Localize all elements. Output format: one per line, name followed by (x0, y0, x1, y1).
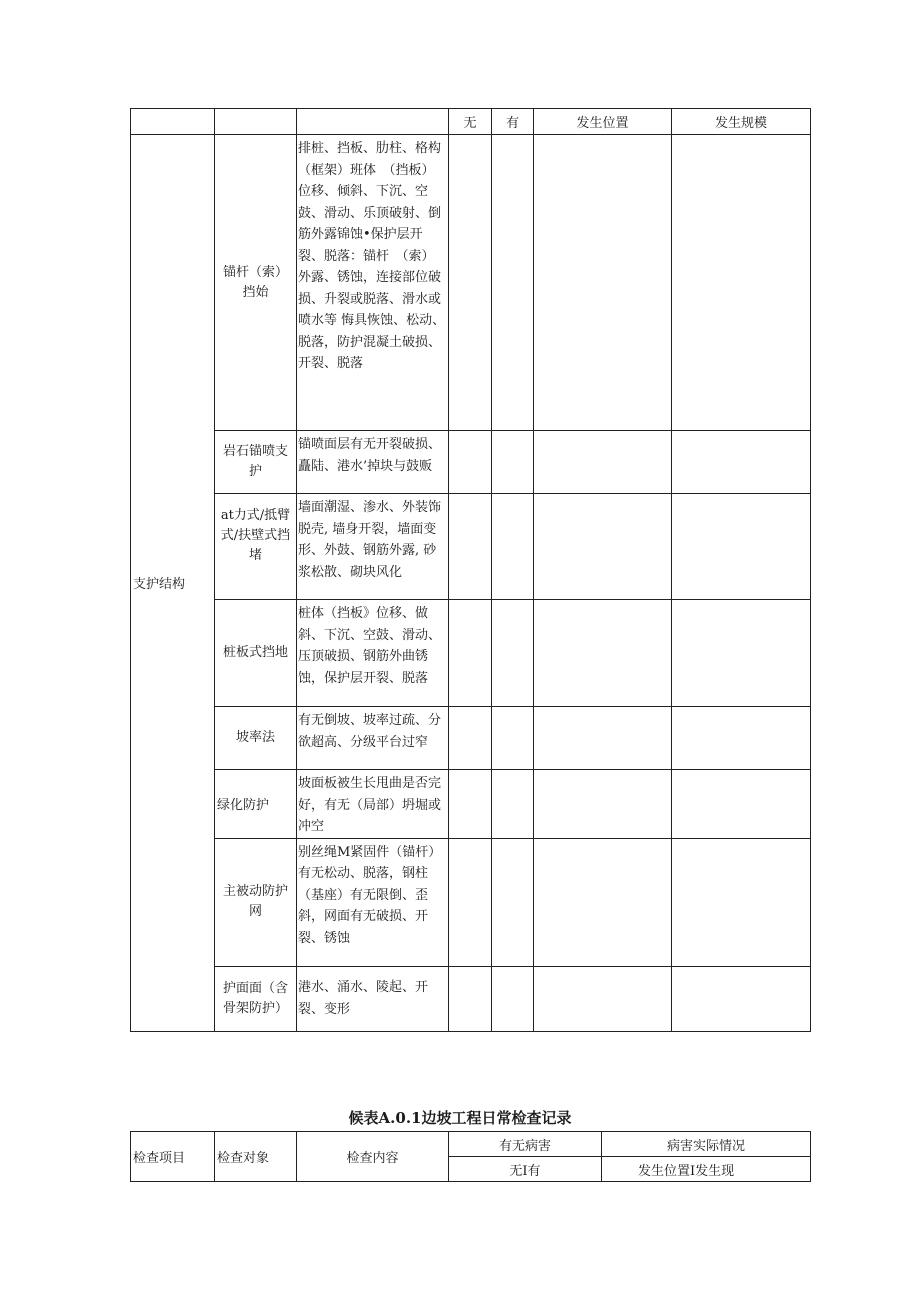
check-none-cell[interactable] (449, 431, 492, 494)
location-cell[interactable] (534, 770, 672, 839)
object-cell: 绿化防护 (215, 770, 297, 839)
category-cell: 支护结构 (131, 135, 215, 1032)
location-cell[interactable] (534, 966, 672, 1031)
location-cell[interactable] (534, 707, 672, 770)
header-none-has: 无I有 (449, 1157, 602, 1182)
scale-cell[interactable] (672, 707, 811, 770)
header-loc-scale: 发生位置I发生现 (602, 1157, 811, 1182)
content-cell: 坡面板被生长甩曲是否完好，有无（局部）坍堀或冲空 (297, 770, 449, 839)
header-disease: 有无病害 (449, 1132, 602, 1157)
content-cell: 锚喷面层有无开裂破损、矗陆、港水’掉块与鼓贩 (297, 431, 449, 494)
object-cell: 坡率法 (215, 707, 297, 770)
record-header-table (130, 1131, 811, 1182)
header-has: 有 (492, 109, 534, 135)
object-cell: 桩板式挡地 (215, 600, 297, 707)
table-row (131, 431, 811, 494)
location-cell[interactable] (534, 838, 672, 966)
check-none-cell[interactable] (449, 135, 492, 431)
content-cell: 排桩、挡板、肋柱、格构（框架）班体 （挡板）位移、倾斜、下沉、空鼓、滑动、乐顶破射、倒筋外露锦蚀•保护层开裂、脱落：锚杆 （索）外露、锈蚀，连接部位破损、升裂或脱落、滑水或喷水等 悔具恢蚀、松动、脱落，防护混凝土破损、开裂、脱落 (297, 135, 449, 431)
location-cell[interactable] (534, 135, 672, 431)
header-none: 无 (449, 109, 492, 135)
check-has-cell[interactable] (492, 600, 534, 707)
scale-cell[interactable] (672, 600, 811, 707)
scale-cell[interactable] (672, 966, 811, 1031)
table-row (131, 838, 811, 966)
location-cell[interactable] (534, 600, 672, 707)
object-cell: 护面面（含骨架防护） (215, 966, 297, 1031)
check-has-cell[interactable] (492, 431, 534, 494)
object-cell: at力式/抵臂式/扶壁式挡堵 (215, 494, 297, 600)
content-cell: 港水、涌水、陵起、开裂、变形 (297, 966, 449, 1031)
check-none-cell[interactable] (449, 770, 492, 839)
content-cell: 别丝绳M紧固件（锚杆）有无松动、脱落，钢柱（基座）有无限倒、歪斜，网面有无破损、开裂、锈蚀 (297, 838, 449, 966)
table-row (131, 494, 811, 600)
content-cell: 桩体（挡板》位移、做斜、下沉、空鼓、滑动、压顶破损、钢筋外曲锈蚀，保护层开裂、脱落 (297, 600, 449, 707)
header-location: 发生位置 (534, 109, 672, 135)
check-has-cell[interactable] (492, 707, 534, 770)
header-object: 检查对象 (215, 1132, 297, 1182)
location-cell[interactable] (534, 494, 672, 600)
scale-cell[interactable] (672, 431, 811, 494)
header-cell-blank (131, 109, 215, 135)
check-none-cell[interactable] (449, 600, 492, 707)
header-cell-blank (215, 109, 297, 135)
header-item: 检查项目 (131, 1132, 215, 1182)
header-cell-blank (297, 109, 449, 135)
header-scale: 发生规模 (672, 109, 811, 135)
table-row (131, 707, 811, 770)
location-cell[interactable] (534, 431, 672, 494)
scale-cell[interactable] (672, 770, 811, 839)
check-none-cell[interactable] (449, 966, 492, 1031)
table-row (131, 135, 811, 431)
object-cell: 岩石锚喷支护 (215, 431, 297, 494)
check-has-cell[interactable] (492, 135, 534, 431)
check-none-cell[interactable] (449, 838, 492, 966)
scale-cell[interactable] (672, 838, 811, 966)
object-cell: 主被动防护网 (215, 838, 297, 966)
check-has-cell[interactable] (492, 966, 534, 1031)
page-title: 候表A.0.1边坡工程日常检查记录 (348, 1109, 572, 1127)
content-cell: 有无倒坡、坡率过疏、分欲超高、分级平台过窄 (297, 707, 449, 770)
check-none-cell[interactable] (449, 707, 492, 770)
check-none-cell[interactable] (449, 494, 492, 600)
scale-cell[interactable] (672, 494, 811, 600)
scale-cell[interactable] (672, 135, 811, 431)
header-actual: 病害实际情况 (602, 1132, 811, 1157)
header-row (131, 109, 811, 135)
table-row (131, 770, 811, 839)
table-row (131, 600, 811, 707)
content-cell: 墙面潮湿、渗水、外装饰脱壳, 墙身开裂，墙面变形、外鼓、钢筋外露, 砂浆松散、砌块风化 (297, 494, 449, 600)
header-content: 检查内容 (297, 1132, 449, 1182)
object-cell: 锚杆（索）挡始 (215, 135, 297, 431)
table-row (131, 966, 811, 1031)
check-has-cell[interactable] (492, 838, 534, 966)
check-has-cell[interactable] (492, 770, 534, 839)
check-has-cell[interactable] (492, 494, 534, 600)
inspection-table (130, 108, 811, 1032)
